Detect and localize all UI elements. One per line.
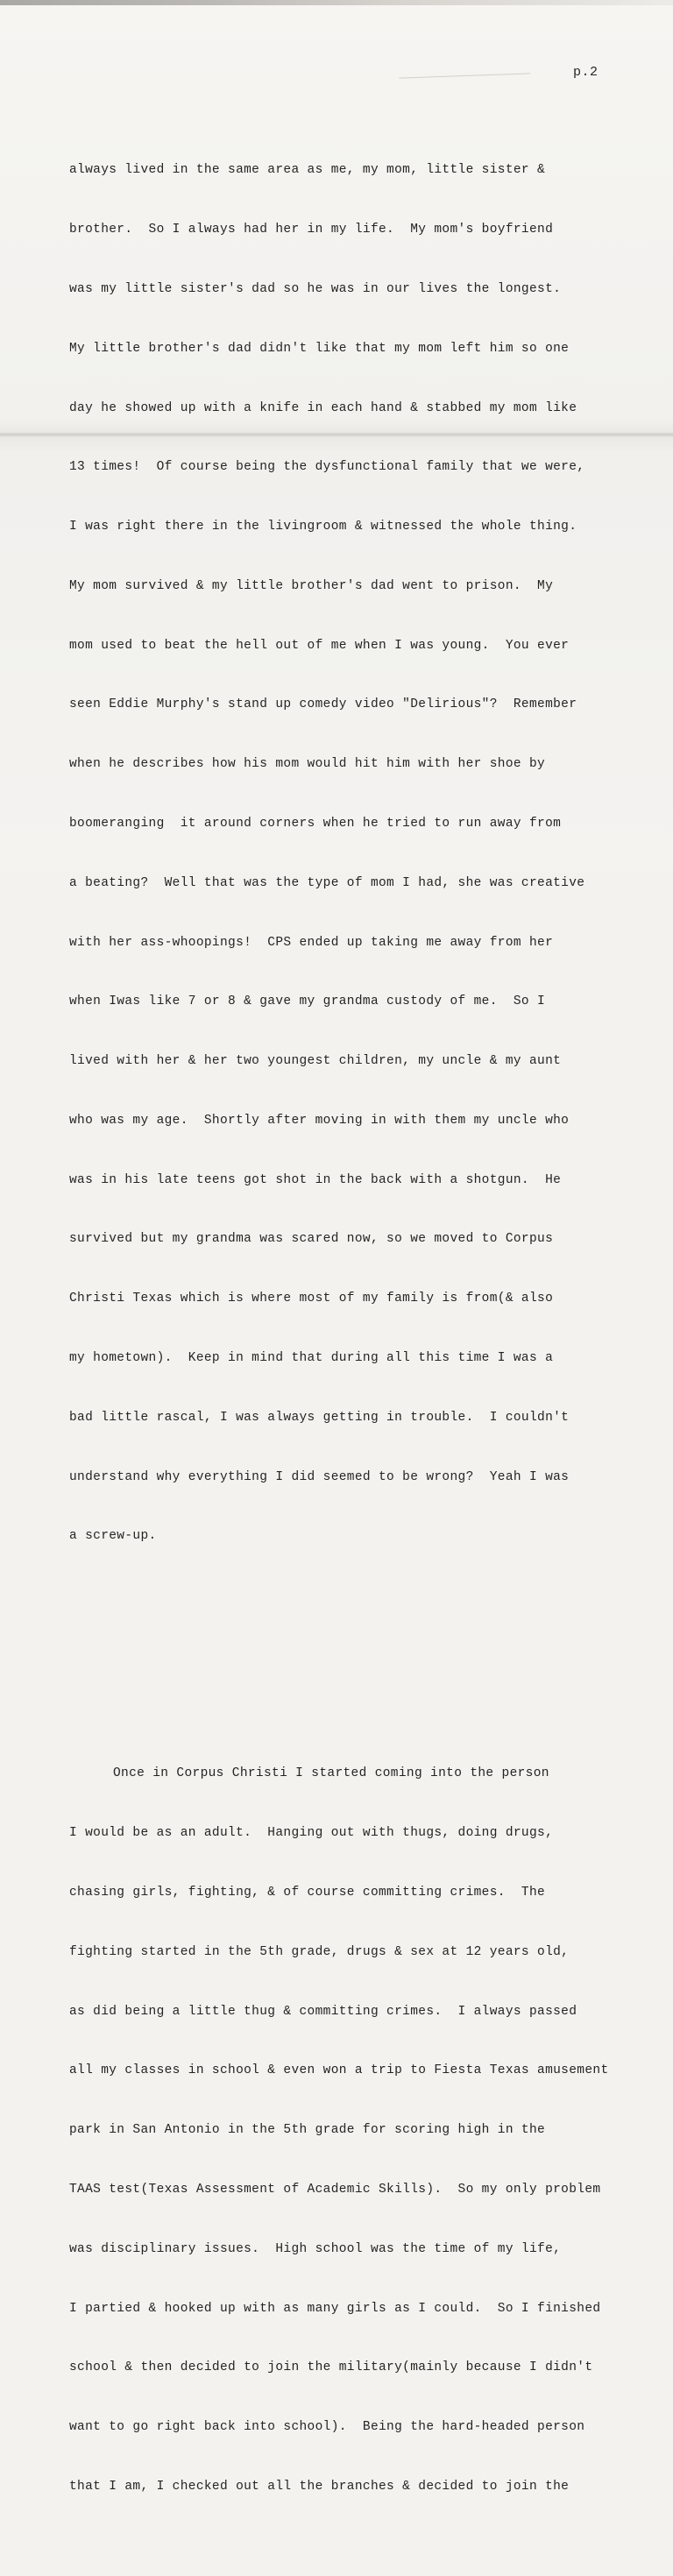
text-line: mom used to beat the hell out of me when I was young. You ever <box>69 638 570 653</box>
text-line: with her ass-whoopings! CPS ended up taking me away from her <box>69 935 554 950</box>
text-line: I partied & hooked up with as many girls as I could. So I finished <box>69 2301 601 2316</box>
text-line: all my classes in school & even won a trip to Fiesta Texas amusement <box>69 2063 609 2078</box>
text-line: park in San Antonio in the 5th grade for scoring high in the <box>69 2123 546 2138</box>
text-line: bad little rascal, I was always getting in trouble. I couldn't <box>69 1410 570 1425</box>
text-line: brother. So I always had her in my life. My mom's boyfriend <box>69 223 554 237</box>
text-line: that I am, I checked out all the branches & decided to join the <box>69 2479 570 2494</box>
text-line: was disciplinary issues. High school was the time of my life, <box>69 2241 562 2256</box>
text-line: 13 times! Of course being the dysfunctional family that we were, <box>69 460 585 475</box>
text-line: a screw-up. <box>69 1529 157 1544</box>
text-line: lived with her & her two youngest children, my uncle & my aunt <box>69 1054 562 1069</box>
text-line: Once in Corpus Christi I started coming into the person <box>113 1766 549 1781</box>
text-line: day he showed up with a knife in each hand & stabbed my mom like <box>69 400 577 415</box>
bleed-through-mark <box>399 57 531 78</box>
letter-body <box>69 81 639 2576</box>
text-line: I was right there in the livingroom & witnessed the whole thing. <box>69 520 577 534</box>
paragraph-gap <box>69 1645 639 1666</box>
text-line: as did being a little thug & committing crimes. I always passed <box>69 2004 577 2019</box>
text-line: I would be as an adult. Hanging out with thugs, doing drugs, <box>69 1826 554 1841</box>
text-line: want to go right back into school). Being the hard-headed person <box>69 2420 585 2435</box>
text-line: survived but my grandma was scared now, so we moved to Corpus <box>69 1232 554 1247</box>
text-line: fighting started in the 5th grade, drugs & sex at 12 years old, <box>69 1944 570 1959</box>
text-line: boomeranging it around corners when he tried to run away from <box>69 816 562 831</box>
text-line: My little brother's dad didn't like that my mom left him so one <box>69 341 570 356</box>
text-line: chasing girls, fighting, & of course committing crimes. The <box>69 1886 546 1900</box>
text-line: when Iwas like 7 or 8 & gave my grandma custody of me. So I <box>69 994 546 1009</box>
paragraph-2 <box>69 1724 639 2536</box>
text-line: a beating? Well that was the type of mom I had, she was creative <box>69 875 585 890</box>
text-line: was my little sister's dad so he was in our lives the longest. <box>69 281 562 296</box>
text-line: school & then decided to join the military(mainly because I didn't <box>69 2360 593 2375</box>
text-line: was in his late teens got shot in the back with a shotgun. He <box>69 1172 562 1187</box>
text-line: when he describes how his mom would hit him with her shoe by <box>69 757 546 772</box>
text-line: Christi Texas which is where most of my family is from(& also <box>69 1292 554 1306</box>
text-line: always lived in the same area as me, my mom, little sister & <box>69 163 546 178</box>
text-line: My mom survived & my little brother's dad went to prison. My <box>69 578 554 593</box>
text-line: understand why everything I did seemed to be wrong? Yeah I was <box>69 1469 570 1484</box>
scan-top-edge <box>0 0 673 5</box>
text-line: TAAS test(Texas Assessment of Academic Skills). So my only problem <box>69 2182 601 2197</box>
paragraph-1 <box>69 121 639 1586</box>
page-number: p.2 <box>573 65 599 80</box>
text-line: who was my age. Shortly after moving in with them my uncle who <box>69 1113 570 1128</box>
text-line: my hometown). Keep in mind that during all this time I was a <box>69 1351 554 1365</box>
text-line: seen Eddie Murphy's stand up comedy video "Delirious"? Remember <box>69 697 577 712</box>
